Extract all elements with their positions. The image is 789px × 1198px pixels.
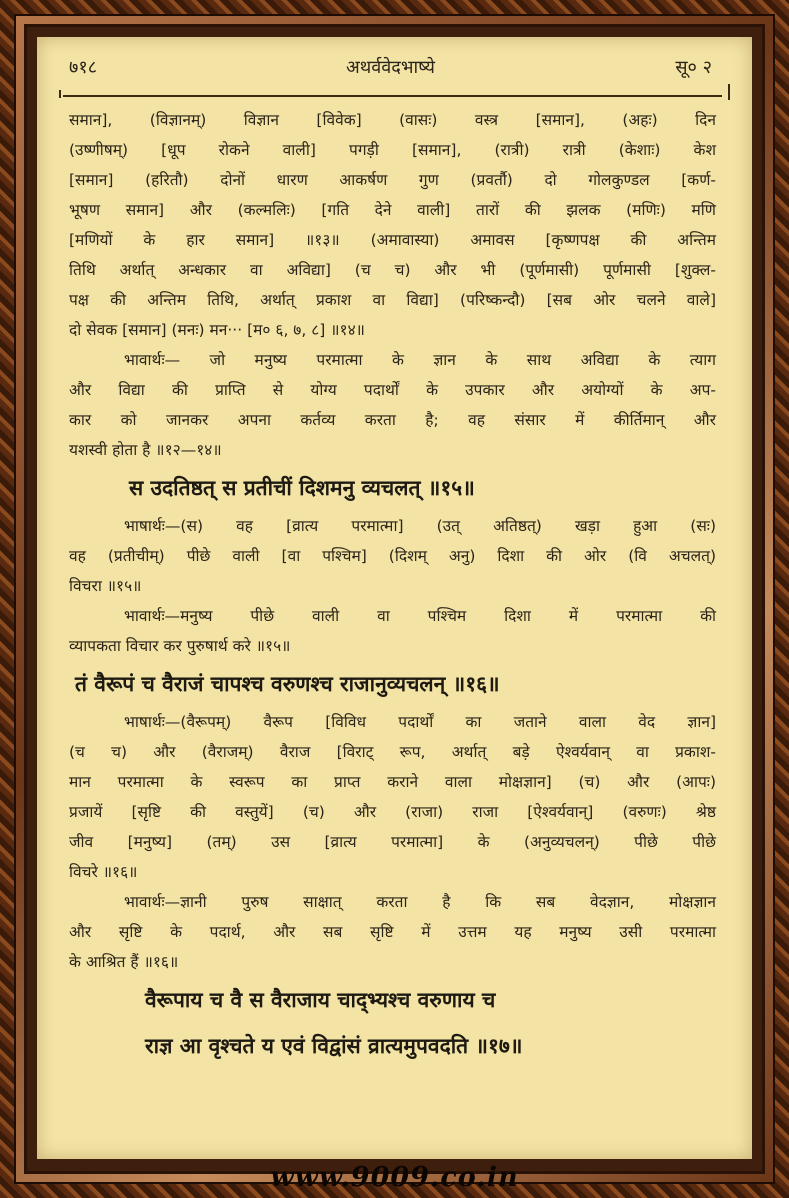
bhavarth-line: कार को जानकर अपना कर्तव्य करता है; वह संसार में कीर्तिमान् और: [69, 411, 716, 429]
running-title: अथर्ववेदभाष्ये: [346, 57, 435, 78]
text-line: भूषण समान] और (कल्मलिः) [गति देने वाली] तारों की झलक (मणिः) मणि: [69, 201, 716, 219]
text-line: [समान] (हरितौ) दोनों धारण आकर्षण गुण (प्रवर्तौ) दो गोलकुण्डल [कर्ण-: [69, 171, 716, 189]
header-rule: [63, 95, 722, 97]
mantra-15: स उदतिष्ठत् स प्रतीचीं दिशमनु व्यचलत् ॥१५॥: [129, 476, 475, 500]
bhashartha-line: जीव [मनुष्य] (तम्) उस [व्रात्य परमात्मा] के (अनुव्यचलन्) पीछे पीछे: [69, 833, 716, 851]
header-rule-cap: [728, 84, 730, 100]
bhashartha-line: मान परमात्मा के स्वरूप का प्राप्त कराने वाला मोक्षज्ञान] (च) और (आपः): [69, 773, 716, 791]
page-header: [69, 55, 712, 85]
text-line: (उष्णीषम्) [धूप रोकने वाली] पगड़ी [समान], (रात्री) रात्री (केशाः) केश: [69, 141, 716, 159]
text-line: पक्ष की अन्तिम तिथि, अर्थात् प्रकाश वा विद्या] (परिष्कन्दौ) [सब ओर चलने वाले]: [69, 291, 716, 309]
text-line: समान], (विज्ञानम्) विज्ञान [विवेक] (वासः) वस्त्र [समान], (अहः) दिन: [69, 111, 716, 129]
bhavarth-line: के आश्रित हैं ॥१६॥: [69, 953, 179, 971]
bhavarth-line: और विद्या की प्राप्ति से योग्य पदार्थों के उपकार और अयोग्यों के अप-: [69, 381, 716, 399]
bhashartha-line: विचरे ॥१६॥: [69, 863, 138, 881]
mantra-17-line-1: वैरूपाय च वै स वैराजाय चाद्भ्यश्च वरुणाय च: [145, 988, 496, 1012]
mantra-16: तं वैरूपं च वैराजं चापश्च वरुणश्च राजानुव्यचलन् ॥१६॥: [75, 672, 500, 696]
bhavarth-line: भावार्थः—मनुष्य पीछे वाली वा पश्चिम दिशा में परमात्मा की: [124, 607, 716, 625]
bhashartha-line: भाषार्थः—(स) वह [व्रात्य परमात्मा] (उत् अतिष्ठत्) खड़ा हुआ (सः): [124, 517, 716, 535]
bhashartha-line: भाषार्थः—(वैरूपम्) वैरूप [विविध पदार्थों का जताने वाला वेद ज्ञान]: [124, 713, 716, 731]
bhavarth-line: और सृष्टि के पदार्थ, और सब सृष्टि में उत्तम यह मनुष्य उसी परमात्मा: [69, 923, 716, 941]
bhashartha-line: (च च) और (वैराजम्) वैराज [विराट् रूप, अर्थात् बड़े ऐश्वर्यवान् वा प्रकाश-: [69, 743, 716, 761]
section-label: सू० २: [675, 57, 712, 78]
bhavarth-line: व्यापकता विचार कर पुरुषार्थ करे ॥१५॥: [69, 637, 291, 655]
scanned-page: [37, 37, 752, 1159]
bhavarth-line: भावार्थः— जो मनुष्य परमात्मा के ज्ञान के साथ अविद्या के त्याग: [124, 351, 716, 369]
bhashartha-line: वह (प्रतीचीम्) पीछे वाली [वा पश्चिम] (दिशम् अनु) दिशा की ओर (वि अचलत्): [69, 547, 716, 565]
bhashartha-line: प्रजायें [सृष्टि की वस्तुयें] (च) और (राजा) राजा [ऐश्वर्यवान्] (वरुणः) श्रेष्ठ: [69, 803, 716, 821]
bhavarth-line: भावार्थः—ज्ञानी पुरुष साक्षात् करता है कि सब वेदज्ञान, मोक्षज्ञान: [124, 893, 716, 911]
text-line: तिथि अर्थात् अन्धकार वा अविद्या] (च च) और भी (पूर्णमासी) पूर्णमासी [शुक्ल-: [69, 261, 716, 279]
page-number: ७१८: [69, 57, 98, 78]
text-line: दो सेवक [समान] (मनः) मन··· [म० ६, ७, ८] ॥१४॥: [69, 321, 365, 339]
text-line: [मणियों के हार समान] ॥१३॥ (अमावास्या) अमावस [कृष्णपक्ष की अन्तिम: [69, 231, 716, 249]
mantra-17-line-2: राज्ञ आ वृश्चते य एवं विद्वांसं व्रात्यमुपवदति ॥१७॥: [145, 1034, 523, 1058]
page-body: [69, 105, 716, 1069]
bhavarth-line: यशस्वी होता है ॥१२—१४॥: [69, 441, 222, 459]
bhashartha-line: विचरा ॥१५॥: [69, 577, 142, 595]
website-url: www.9009.co.in: [270, 1162, 519, 1193]
